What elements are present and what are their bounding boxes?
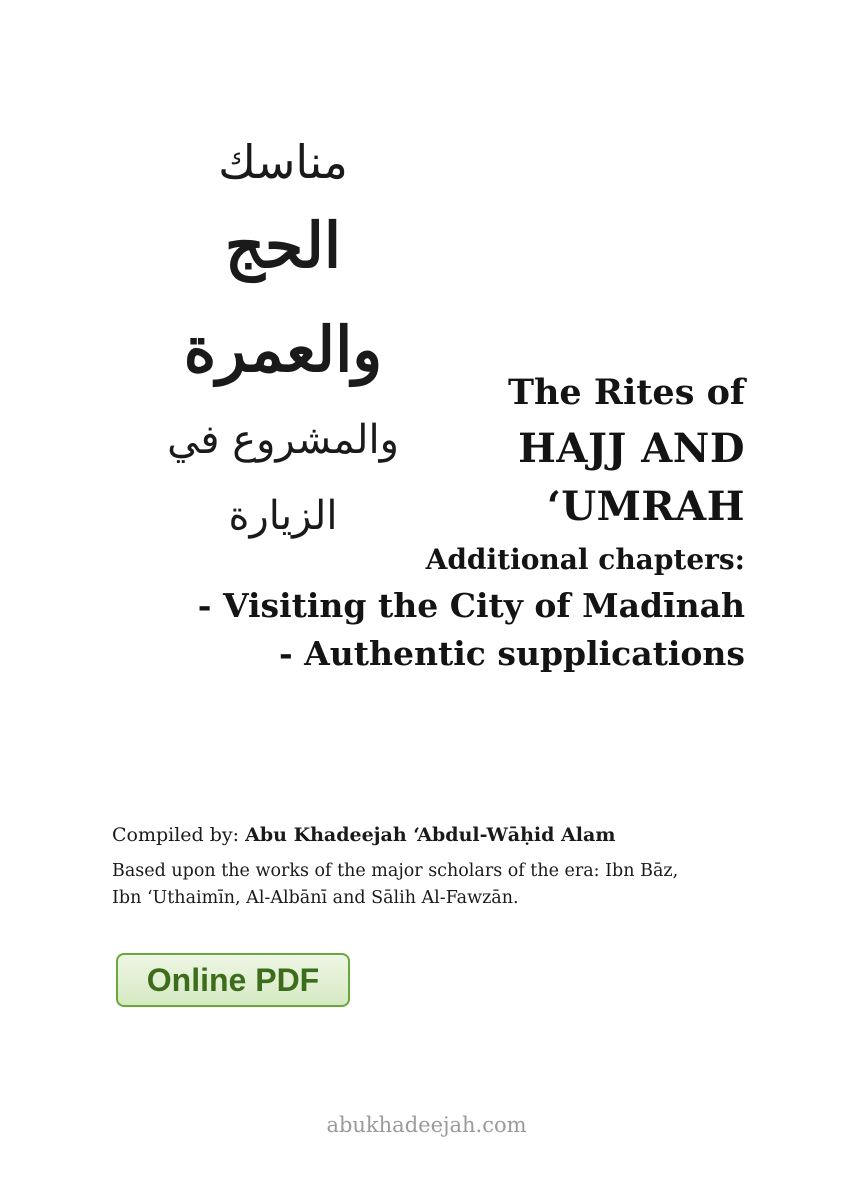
- chapter-item-supplications: - Authentic supplications: [279, 634, 745, 673]
- credits-block: [112, 818, 752, 912]
- compiled-by-line: [112, 818, 752, 852]
- based-upon-line-1: Based upon the works of the major scholars of the era: Ibn Bāz,: [112, 861, 679, 881]
- english-title-block: [198, 366, 745, 678]
- compiled-by-label: Compiled by:: [112, 824, 240, 846]
- additional-chapters-heading: Additional chapters:: [425, 543, 745, 576]
- author-name: Abu Khadeejah ‘Abdul-Wāḥid Alam: [245, 824, 616, 846]
- title-hajj-and: HAJJ AND: [518, 425, 745, 472]
- based-upon-line-2: Ibn ‘Uthaimīn, Al-Albānī and Sālih Al-Fawzān.: [112, 888, 519, 908]
- arabic-title-line-2: الحج والعمرة: [183, 209, 383, 386]
- title-umrah: ‘UMRAH: [546, 483, 745, 530]
- website-footer: abukhadeejah.com: [326, 1113, 527, 1137]
- chapter-item-visiting-madinah: - Visiting the City of Madīnah: [197, 586, 745, 625]
- arabic-title-line-3: والمشروع في الزيارة: [167, 417, 399, 539]
- title-rites-of: The Rites of: [507, 372, 745, 413]
- online-pdf-button[interactable]: Online PDF: [116, 953, 350, 1007]
- based-upon-text: [112, 858, 752, 912]
- arabic-title-line-1: مناسك: [218, 135, 348, 189]
